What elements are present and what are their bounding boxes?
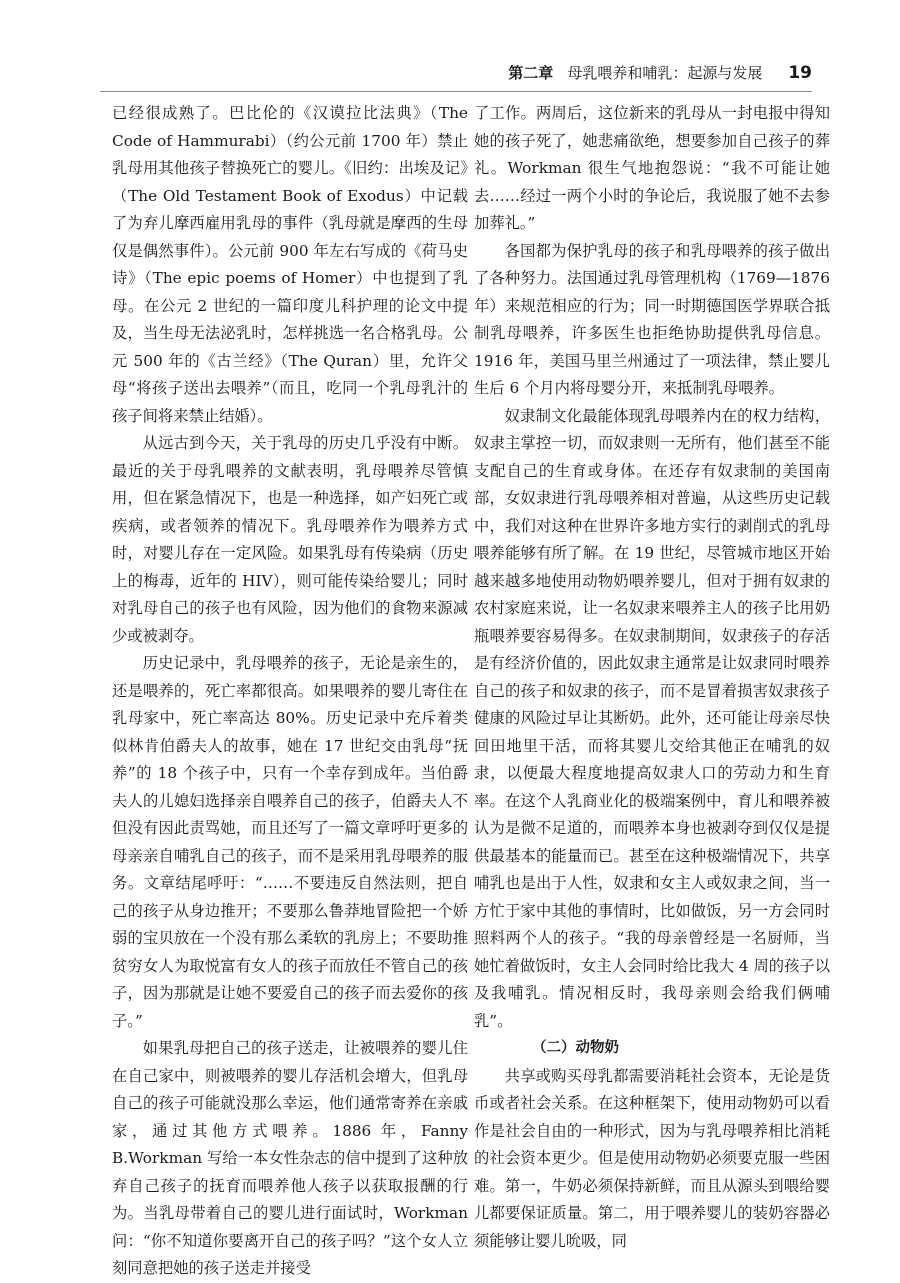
chapter-label: 第二章	[508, 64, 554, 82]
body-paragraph: 各国都为保护乳母的孩子和乳母喂养的孩子做出了各种努力。法国通过乳母管理机构（1769—1876 年）来规范相应的行为；同一时期德国医学界联合抵制乳母喂养，许多医生也拒绝协助提供乳母信息。1916 年，美国马里兰州通过了一项法律，禁止婴儿生后 6 个月内将母婴分开，来抵制乳母喂养。	[474, 241, 830, 397]
body-paragraph: 如果乳母把自己的孩子送走，让被喂养的婴儿住在自己家中，则被喂养的婴儿存活机会增大，但乳母自己的孩子可能就没那么幸运，他们通常寄养在亲戚家，通过其他方式喂养。1886 年，Fanny B.Workman 写给一本女性杂志的信中提到了这种放弃自己孩子的抚育而喂养他人孩子以获取报酬的行为。当乳母带着自己的婴儿进行面试时，Workman 问：“你不知道你要离开自己的孩子吗？”这个女人立刻同意把她的孩子送走并接受	[112, 1039, 468, 1277]
body-paragraph: 了工作。两周后，这位新来的乳母从一封电报中得知她的孩子死了，她悲痛欲绝，想要参加自己孩子的葬礼。Workman 很生气地抱怨说：“我不可能让她去……经过一两个小时的争论后，我说服了她不去参加葬礼。”	[474, 104, 830, 232]
body-paragraph: 奴隶制文化最能体现乳母喂养内在的权力结构，奴隶主掌控一切，而奴隶则一无所有，他们甚至不能支配自己的生育或身体。在还存有奴隶制的美国南部，女奴隶进行乳母喂养相对普遍，从这些历史记载中，我们对这种在世界许多地方实行的剥削式的乳母喂养能够有所了解。在 19 世纪，尽管城市地区开始越来越多地使用动物奶喂养婴儿，但对于拥有奴隶的农村家庭来说，让一名奴隶来喂养主人的孩子比用奶瓶喂养要容易得多。在奴隶制期间，奴隶孩子的存活是有经济价值的，因此奴隶主通常是让奴隶同时喂养自己的孩子和奴隶的孩子，而不是冒着损害奴隶孩子健康的风险过早让其断奶。此外，还可能让母亲尽快回田地里干活，而将其婴儿交给其他正在哺乳的奴隶，以便最大程度地提高奴隶人口的劳动力和生育率。在这个人乳商业化的极端案例中，育儿和喂养被认为是微不足道的，而喂养本身也被剥夺到仅仅是提供最基本的能量而已。甚至在这种极端情况下，共享哺乳也是出于人性，奴隶和女主人或奴隶之间，当一方忙于家中其他的事情时，比如做饭，另一方会同时照料两个人的孩子。“我的母亲曾经是一名厨师，当她忙着做饭时，女主人会同时给比我大 4 周的孩子以及我哺乳。情况相反时，我母亲则会给我们俩哺乳”。	[474, 406, 830, 1030]
running-header	[100, 58, 812, 88]
body-paragraph: 历史记录中，乳母喂养的孩子，无论是亲生的，还是喂养的，死亡率都很高。如果喂养的婴儿寄住在乳母家中，死亡率高达 80%。历史记录中充斥着类似林肯伯爵夫人的故事，她在 17 世纪交由乳母“抚养”的 18 个孩子中，只有一个幸存到成年。当伯爵夫人的儿媳妇选择亲自喂养自己的孩子，伯爵夫人不但没有因此责骂她，而且还写了一篇文章呼吁更多的母亲亲自哺乳自己的孩子，而不是采用乳母喂养的服务。文章结尾呼吁：“……不要违反自然法则，把自己的孩子从身边推开；不要那么鲁莽地冒险把一个娇弱的宝贝放在一个没有那么柔软的乳房上；不要助推贫穷女人为取悦富有女人的孩子而放任不管自己的孩子，因为那就是让她不要爱自己的孩子而去爱你的孩子。”	[112, 654, 468, 1030]
left-column	[112, 100, 468, 1283]
body-paragraph: 共享或购买母乳都需要消耗社会资本，无论是货币或者社会关系。在这种框架下，使用动物奶可以看作是社会自由的一种形式，因为与乳母喂养相比消耗的社会资本更少。但是使用动物奶必须要克服一些困难。第一，牛奶必须保持新鲜，而且从源头到喂给婴儿都要保证质量。第二，用于喂养婴儿的装奶容器必须能够让婴儿吮吸，同	[474, 1066, 830, 1250]
body-paragraph: 已经很成熟了。巴比伦的《汉谟拉比法典》（The Code of Hammurabi）（约公元前 1700 年）禁止乳母用其他孩子替换死亡的婴儿。《旧约：出埃及记》（The Old Testament Book of Exodus）中记载了为弃儿摩西雇用乳母的事件（乳母就是摩西的生母仅是偶然事件）。公元前 900 年左右写成的《荷马史诗》（The epic poems of Homer）中也提到了乳母。在公元 2 世纪的一篇印度儿科护理的论文中提及，当生母无法泌乳时，怎样挑选一名合格乳母。公元 500 年的《古兰经》（The Quran）里，允许父母“将孩子送出去喂养”（而且，吃同一个乳母乳汁的孩子间将来禁止结婚）。	[112, 104, 468, 425]
right-column	[474, 100, 830, 1255]
chapter-title: 母乳喂养和哺乳：起源与发展	[567, 64, 763, 82]
page-number: 19	[788, 63, 812, 83]
section-heading: （二）动物奶	[532, 1040, 619, 1056]
header-rule	[100, 91, 812, 92]
body-paragraph: 从远古到今天，关于乳母的历史几乎没有中断。最近的关于母乳喂养的文献表明，乳母喂养尽管慎用，但在紧急情况下，也是一种选择，如产妇死亡或疾病，或者领养的情况下。乳母喂养作为喂养方式时，对婴儿存在一定风险。如果乳母有传染病（历史上的梅毒，近年的 HIV），则可能传染给婴儿；同时对乳母自己的孩子也有风险，因为他们的食物来源减少或被剥夺。	[112, 434, 468, 645]
